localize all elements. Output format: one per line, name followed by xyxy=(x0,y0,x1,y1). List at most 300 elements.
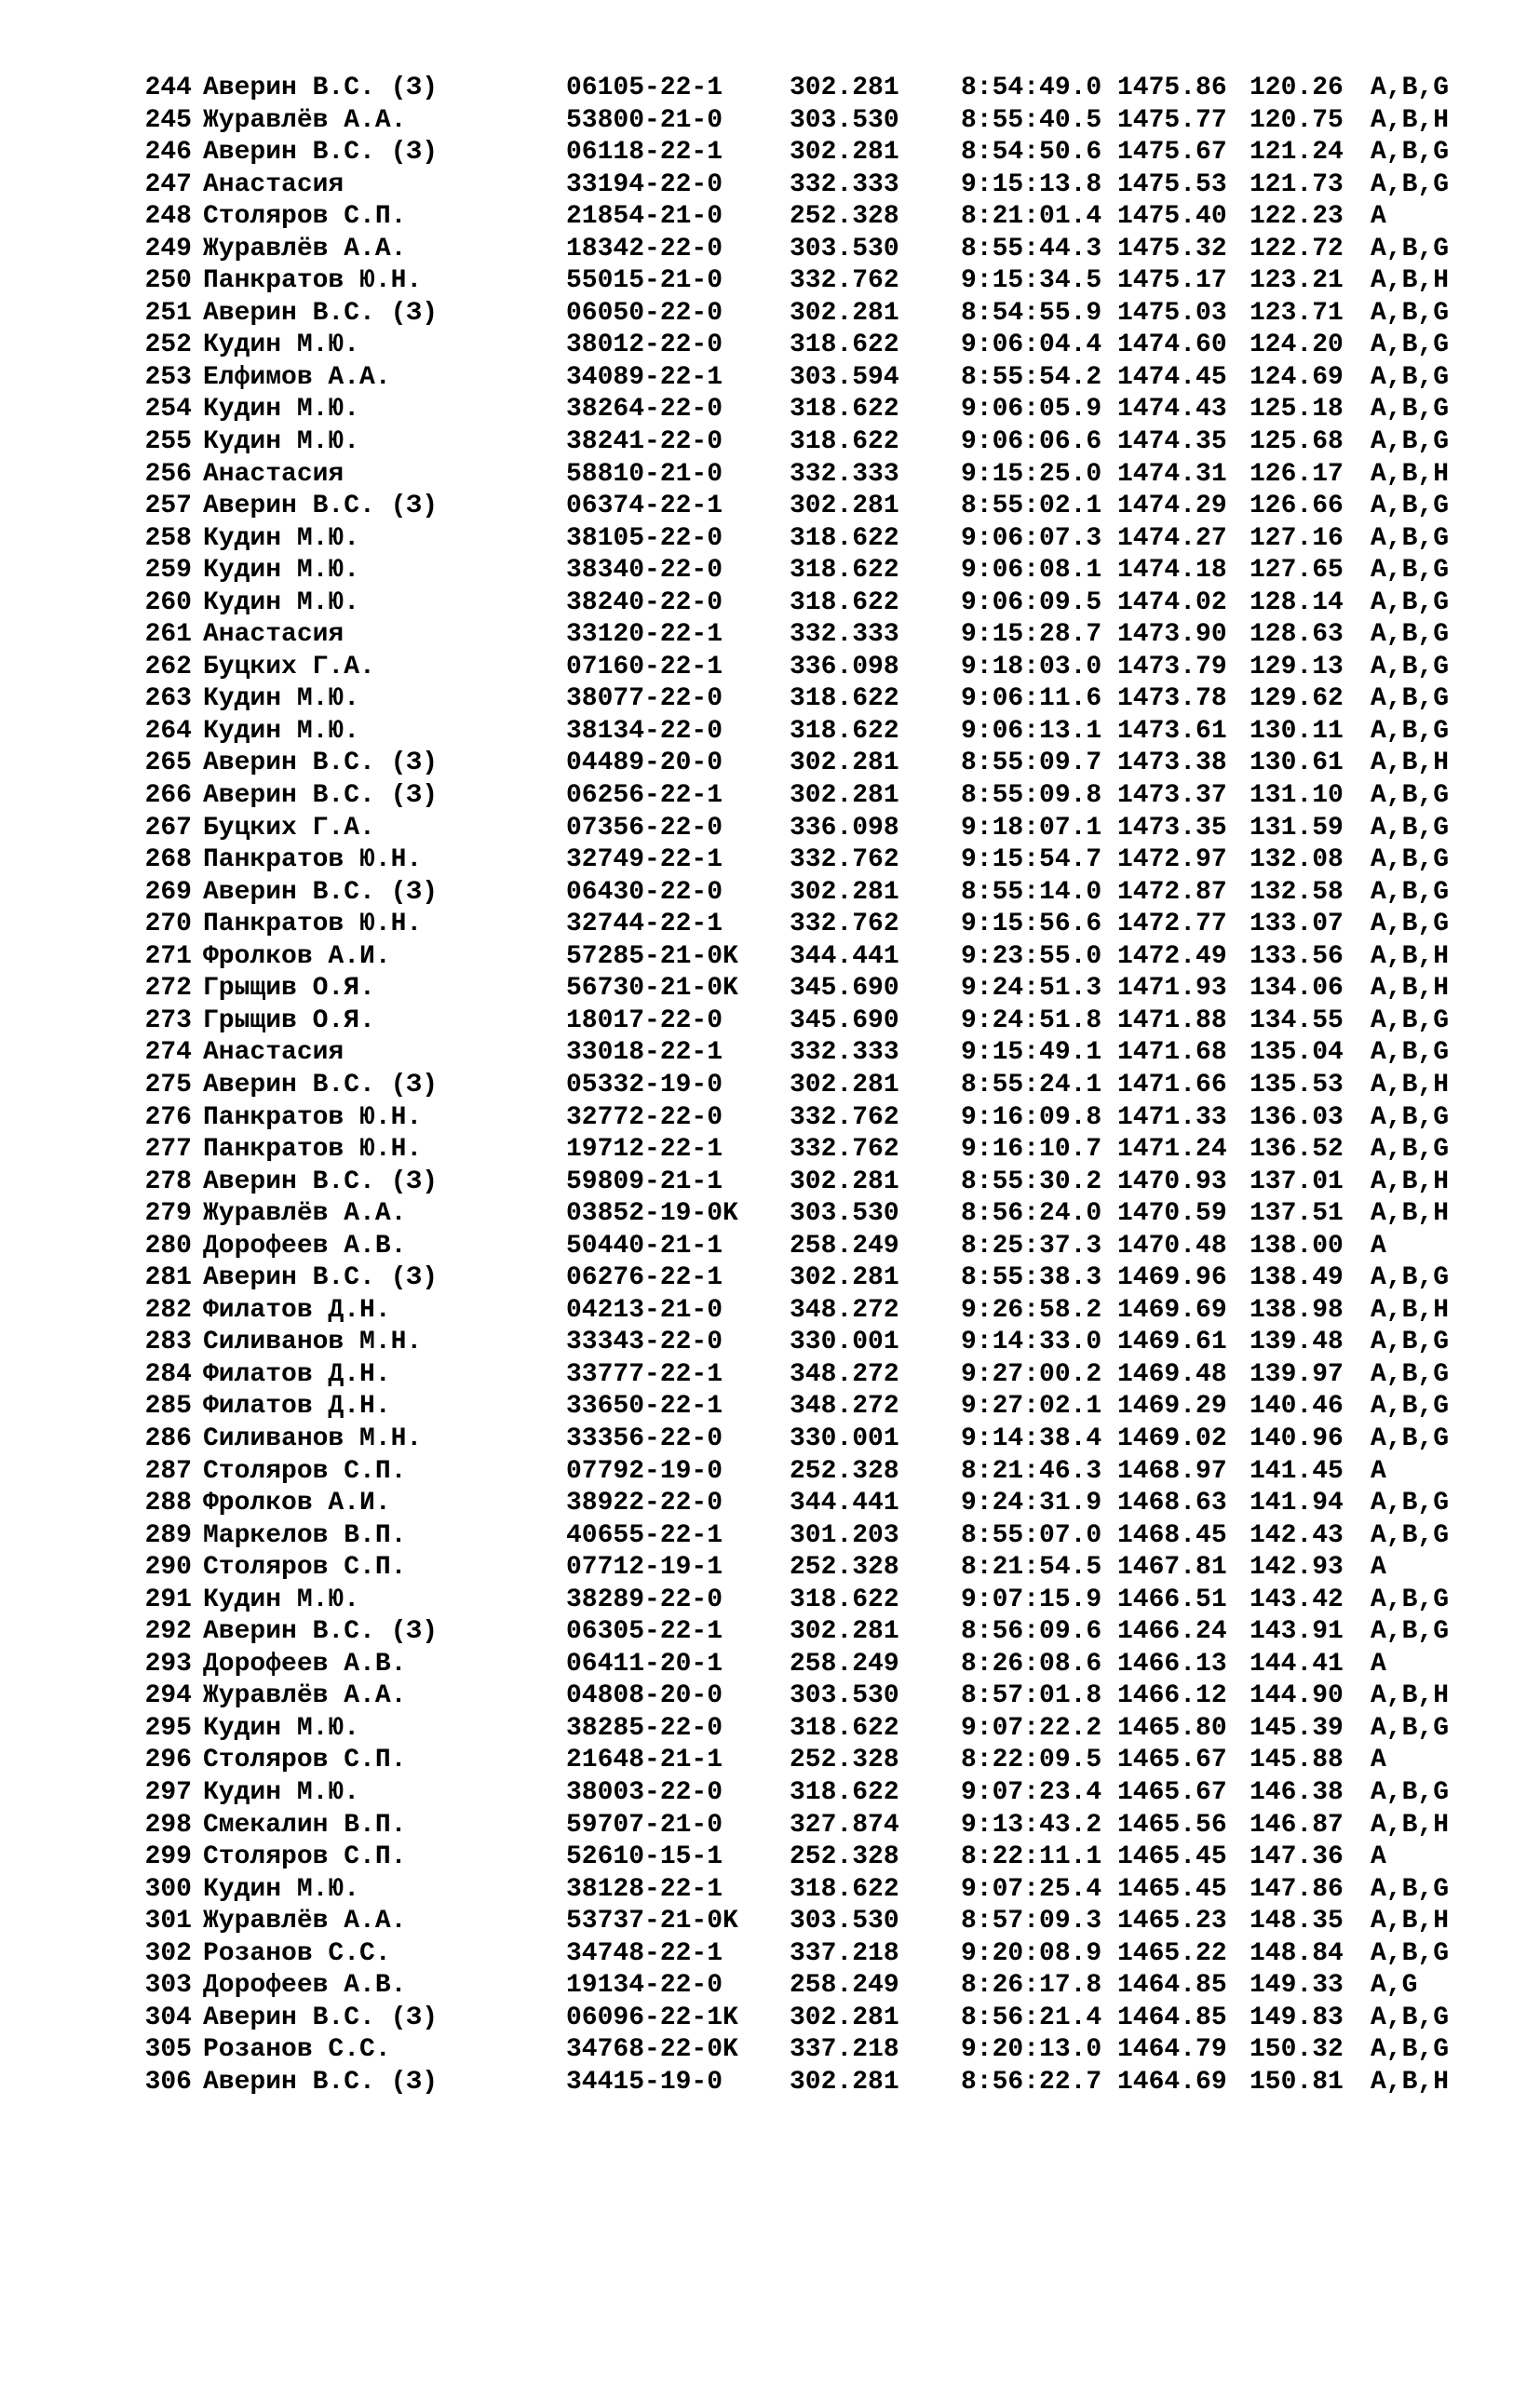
ring-number: 18017-22-0 xyxy=(566,1005,723,1035)
fancier-name: Фролков А.И. xyxy=(203,941,391,971)
result-row xyxy=(136,1649,1386,1681)
coefficient-value: 140.46 xyxy=(1250,1392,1344,1422)
category-codes: A,B,G xyxy=(1371,169,1450,199)
coefficient-value: 122.23 xyxy=(1250,202,1344,232)
distance-value: 302.281 xyxy=(790,492,899,521)
fancier-name: Столяров С.П. xyxy=(203,1553,407,1583)
distance-value: 302.281 xyxy=(790,2003,899,2032)
speed-value: 1475.53 xyxy=(1117,169,1227,199)
ring-number: 33343-22-0 xyxy=(566,1328,723,1357)
category-codes: A,B,G xyxy=(1371,1038,1450,1068)
coefficient-value: 121.73 xyxy=(1250,169,1344,199)
speed-value: 1475.40 xyxy=(1117,202,1227,232)
result-row xyxy=(136,1327,1450,1359)
distance-value: 330.001 xyxy=(790,1328,899,1357)
fancier-name: Буцких Г.А. xyxy=(203,813,375,843)
arrival-time: 9:07:23.4 xyxy=(961,1777,1102,1807)
distance-value: 258.249 xyxy=(790,1231,899,1261)
place-number: 288 xyxy=(144,1489,192,1518)
arrival-time: 8:56:21.4 xyxy=(961,2003,1102,2032)
ring-number: 06105-22-1 xyxy=(566,74,723,102)
place-number: 291 xyxy=(144,1585,192,1614)
coefficient-value: 132.08 xyxy=(1250,845,1344,875)
distance-value: 302.281 xyxy=(790,1617,899,1647)
category-codes: A,B,G xyxy=(1371,427,1450,457)
category-codes: A,B,G xyxy=(1371,234,1450,263)
ring-number: 38289-22-0 xyxy=(566,1585,723,1614)
result-row xyxy=(136,105,1450,138)
ring-number: 53737-21-0K xyxy=(566,1907,738,1936)
fancier-name: Журавлёв А.А. xyxy=(203,105,407,135)
place-number: 300 xyxy=(144,1874,192,1904)
distance-value: 318.622 xyxy=(790,523,899,553)
result-row xyxy=(136,1810,1450,1842)
distance-value: 332.762 xyxy=(790,266,899,296)
result-row xyxy=(136,1423,1450,1456)
fancier-name: Кудин М.Ю. xyxy=(203,523,360,553)
ring-number: 07792-19-0 xyxy=(566,1456,723,1486)
coefficient-value: 126.17 xyxy=(1250,459,1344,489)
fancier-name: Елфимов А.А. xyxy=(203,362,391,392)
result-row xyxy=(136,1037,1450,1070)
category-codes: A xyxy=(1371,202,1386,232)
ring-number: 59707-21-0 xyxy=(566,1810,723,1840)
category-codes: A,B,G xyxy=(1371,845,1450,875)
coefficient-value: 131.10 xyxy=(1250,781,1344,811)
arrival-time: 8:55:38.3 xyxy=(961,1263,1102,1293)
result-row xyxy=(136,1070,1450,1102)
arrival-time: 8:57:01.8 xyxy=(961,1681,1102,1711)
arrival-time: 9:27:00.2 xyxy=(961,1359,1102,1389)
coefficient-value: 150.32 xyxy=(1250,2035,1344,2065)
arrival-time: 8:21:01.4 xyxy=(961,202,1102,232)
speed-value: 1468.45 xyxy=(1117,1520,1227,1550)
place-number: 286 xyxy=(144,1423,192,1453)
place-number: 266 xyxy=(144,781,192,811)
place-number: 248 xyxy=(144,202,192,232)
fancier-name: Смекалин В.П. xyxy=(203,1810,407,1840)
distance-value: 302.281 xyxy=(790,1070,899,1100)
speed-value: 1474.18 xyxy=(1117,556,1227,586)
coefficient-value: 145.39 xyxy=(1250,1713,1344,1743)
place-number: 285 xyxy=(144,1392,192,1422)
category-codes: A,B,H xyxy=(1371,1070,1450,1100)
distance-value: 303.530 xyxy=(790,1199,899,1229)
result-row xyxy=(136,73,1450,105)
result-row xyxy=(136,298,1450,331)
category-codes: A xyxy=(1371,1842,1386,1872)
place-number: 252 xyxy=(144,331,192,360)
distance-value: 302.281 xyxy=(790,1167,899,1196)
result-row xyxy=(136,1295,1450,1328)
distance-value: 302.281 xyxy=(790,2067,899,2097)
place-number: 269 xyxy=(144,877,192,907)
speed-value: 1469.29 xyxy=(1117,1392,1227,1422)
result-row xyxy=(136,844,1450,877)
place-number: 301 xyxy=(144,1907,192,1936)
fancier-name: Журавлёв А.А. xyxy=(203,234,407,263)
category-codes: A,B,G xyxy=(1371,2003,1450,2032)
category-codes: A,B,H xyxy=(1371,2067,1450,2097)
ring-number: 21648-21-1 xyxy=(566,1746,723,1775)
place-number: 271 xyxy=(144,941,192,971)
result-row xyxy=(136,1842,1386,1874)
ring-number: 06374-22-1 xyxy=(566,492,723,521)
ring-number: 34748-22-1 xyxy=(566,1938,723,1968)
place-number: 250 xyxy=(144,266,192,296)
result-row xyxy=(136,330,1450,362)
fancier-name: Анастасия xyxy=(203,169,344,199)
arrival-time: 8:55:09.7 xyxy=(961,749,1102,778)
speed-value: 1464.69 xyxy=(1117,2067,1227,2097)
arrival-time: 9:07:25.4 xyxy=(961,1874,1102,1904)
fancier-name: Кудин М.Ю. xyxy=(203,684,360,714)
result-row xyxy=(136,362,1450,395)
place-number: 274 xyxy=(144,1038,192,1068)
coefficient-value: 149.33 xyxy=(1250,1971,1344,2001)
distance-value: 302.281 xyxy=(790,1263,899,1293)
result-row xyxy=(136,426,1450,459)
coefficient-value: 134.55 xyxy=(1250,1005,1344,1035)
category-codes: A,B,G xyxy=(1371,1617,1450,1647)
place-number: 290 xyxy=(144,1553,192,1583)
place-number: 275 xyxy=(144,1070,192,1100)
category-codes: A,B,H xyxy=(1371,1907,1450,1936)
arrival-time: 8:55:54.2 xyxy=(961,362,1102,392)
result-row xyxy=(136,1134,1450,1167)
result-row xyxy=(136,1680,1450,1713)
arrival-time: 8:22:11.1 xyxy=(961,1842,1102,1872)
result-row xyxy=(136,2034,1450,2067)
ring-number: 06430-22-0 xyxy=(566,877,723,907)
category-codes: A,B,G xyxy=(1371,1489,1450,1518)
category-codes: A,B,G xyxy=(1371,910,1450,939)
category-codes: A,B,H xyxy=(1371,105,1450,135)
coefficient-value: 143.91 xyxy=(1250,1617,1344,1647)
arrival-time: 8:55:30.2 xyxy=(961,1167,1102,1196)
arrival-time: 8:25:37.3 xyxy=(961,1231,1102,1261)
distance-value: 318.622 xyxy=(790,684,899,714)
ring-number: 07356-22-0 xyxy=(566,813,723,843)
coefficient-value: 125.68 xyxy=(1250,427,1344,457)
speed-value: 1471.88 xyxy=(1117,1005,1227,1035)
fancier-name: Грыщив О.Я. xyxy=(203,974,375,1004)
coefficient-value: 138.00 xyxy=(1250,1231,1344,1261)
place-number: 268 xyxy=(144,845,192,875)
place-number: 249 xyxy=(144,234,192,263)
coefficient-value: 140.96 xyxy=(1250,1423,1344,1453)
ring-number: 04213-21-0 xyxy=(566,1295,723,1325)
distance-value: 337.218 xyxy=(790,2035,899,2065)
distance-value: 336.098 xyxy=(790,813,899,843)
coefficient-value: 132.58 xyxy=(1250,877,1344,907)
place-number: 279 xyxy=(144,1199,192,1229)
result-row xyxy=(136,523,1450,556)
ring-number: 38340-22-0 xyxy=(566,556,723,586)
arrival-time: 8:26:17.8 xyxy=(961,1971,1102,2001)
place-number: 254 xyxy=(144,395,192,425)
arrival-time: 9:06:06.6 xyxy=(961,427,1102,457)
category-codes: A,B,H xyxy=(1371,1295,1450,1325)
place-number: 259 xyxy=(144,556,192,586)
arrival-time: 9:15:25.0 xyxy=(961,459,1102,489)
ring-number: 33120-22-1 xyxy=(566,620,723,650)
category-codes: A,B,G xyxy=(1371,620,1450,650)
category-codes: A,B,G xyxy=(1371,492,1450,521)
coefficient-value: 133.56 xyxy=(1250,941,1344,971)
ring-number: 56730-21-0K xyxy=(566,974,738,1004)
speed-value: 1464.85 xyxy=(1117,2003,1227,2032)
ring-number: 19712-22-1 xyxy=(566,1135,723,1165)
distance-value: 332.333 xyxy=(790,1038,899,1068)
place-number: 245 xyxy=(144,105,192,135)
ring-number: 33777-22-1 xyxy=(566,1359,723,1389)
fancier-name: Панкратов Ю.Н. xyxy=(203,1102,423,1132)
speed-value: 1474.43 xyxy=(1117,395,1227,425)
category-codes: A,B,G xyxy=(1371,74,1450,102)
place-number: 293 xyxy=(144,1649,192,1679)
fancier-name: Аверин В.С. (З) xyxy=(203,74,439,102)
category-codes: A,B,G xyxy=(1371,362,1450,392)
fancier-name: Кудин М.Ю. xyxy=(203,1713,360,1743)
ring-number: 19134-22-0 xyxy=(566,1971,723,2001)
fancier-name: Дорофеев А.В. xyxy=(203,1231,407,1261)
place-number: 276 xyxy=(144,1102,192,1132)
speed-value: 1464.85 xyxy=(1117,1971,1227,2001)
result-row xyxy=(136,909,1450,941)
coefficient-value: 129.13 xyxy=(1250,652,1344,681)
distance-value: 348.272 xyxy=(790,1392,899,1422)
arrival-time: 8:57:09.3 xyxy=(961,1907,1102,1936)
fancier-name: Аверин В.С. (З) xyxy=(203,1167,439,1196)
arrival-time: 9:24:51.8 xyxy=(961,1005,1102,1035)
category-codes: A,B,G xyxy=(1371,877,1450,907)
distance-value: 344.441 xyxy=(790,1489,899,1518)
fancier-name: Аверин В.С. (З) xyxy=(203,138,439,168)
coefficient-value: 120.26 xyxy=(1250,74,1344,102)
fancier-name: Столяров С.П. xyxy=(203,1842,407,1872)
distance-value: 252.328 xyxy=(790,1746,899,1775)
arrival-time: 8:55:09.8 xyxy=(961,781,1102,811)
arrival-time: 9:15:49.1 xyxy=(961,1038,1102,1068)
speed-value: 1464.79 xyxy=(1117,2035,1227,2065)
place-number: 284 xyxy=(144,1359,192,1389)
category-codes: A,B,G xyxy=(1371,523,1450,553)
arrival-time: 9:06:08.1 xyxy=(961,556,1102,586)
arrival-time: 9:26:58.2 xyxy=(961,1295,1102,1325)
speed-value: 1474.29 xyxy=(1117,492,1227,521)
coefficient-value: 125.18 xyxy=(1250,395,1344,425)
result-row xyxy=(136,1198,1450,1231)
arrival-time: 9:16:09.8 xyxy=(961,1102,1102,1132)
result-row xyxy=(136,1552,1386,1585)
ring-number: 38285-22-0 xyxy=(566,1713,723,1743)
distance-value: 332.333 xyxy=(790,169,899,199)
fancier-name: Анастасия xyxy=(203,620,344,650)
distance-value: 318.622 xyxy=(790,556,899,586)
coefficient-value: 128.14 xyxy=(1250,587,1344,617)
distance-value: 318.622 xyxy=(790,1777,899,1807)
coefficient-value: 137.01 xyxy=(1250,1167,1344,1196)
arrival-time: 8:55:44.3 xyxy=(961,234,1102,263)
category-codes: A,B,H xyxy=(1371,1810,1450,1840)
result-row xyxy=(136,169,1450,202)
speed-value: 1471.24 xyxy=(1117,1135,1227,1165)
fancier-name: Панкратов Ю.Н. xyxy=(203,1135,423,1165)
arrival-time: 8:55:02.1 xyxy=(961,492,1102,521)
fancier-name: Кудин М.Ю. xyxy=(203,427,360,457)
category-codes: A,B,H xyxy=(1371,1167,1450,1196)
arrival-time: 9:23:55.0 xyxy=(961,941,1102,971)
distance-value: 327.874 xyxy=(790,1810,899,1840)
ring-number: 06276-22-1 xyxy=(566,1263,723,1293)
category-codes: A,B,G xyxy=(1371,1102,1450,1132)
result-row xyxy=(136,1585,1450,1617)
category-codes: A,B,G xyxy=(1371,1135,1450,1165)
speed-value: 1470.93 xyxy=(1117,1167,1227,1196)
arrival-time: 9:07:15.9 xyxy=(961,1585,1102,1614)
distance-value: 301.203 xyxy=(790,1520,899,1550)
place-number: 295 xyxy=(144,1713,192,1743)
place-number: 256 xyxy=(144,459,192,489)
coefficient-value: 134.06 xyxy=(1250,974,1344,1004)
ring-number: 38077-22-0 xyxy=(566,684,723,714)
coefficient-value: 136.03 xyxy=(1250,1102,1344,1132)
result-row xyxy=(136,1520,1450,1553)
category-codes: A,B,H xyxy=(1371,941,1450,971)
distance-value: 318.622 xyxy=(790,1713,899,1743)
fancier-name: Аверин В.С. (З) xyxy=(203,1070,439,1100)
fancier-name: Силиванов М.Н. xyxy=(203,1423,423,1453)
speed-value: 1474.02 xyxy=(1117,587,1227,617)
speed-value: 1466.51 xyxy=(1117,1585,1227,1614)
fancier-name: Анастасия xyxy=(203,1038,344,1068)
distance-value: 318.622 xyxy=(790,331,899,360)
ring-number: 06050-22-0 xyxy=(566,298,723,328)
result-row xyxy=(136,587,1450,620)
speed-value: 1471.33 xyxy=(1117,1102,1227,1132)
speed-value: 1473.90 xyxy=(1117,620,1227,650)
category-codes: A,B,G xyxy=(1371,587,1450,617)
fancier-name: Филатов Д.Н. xyxy=(203,1392,391,1422)
speed-value: 1475.03 xyxy=(1117,298,1227,328)
distance-value: 336.098 xyxy=(790,652,899,681)
category-codes: A,B,G xyxy=(1371,1263,1450,1293)
distance-value: 252.328 xyxy=(790,1842,899,1872)
fancier-name: Кудин М.Ю. xyxy=(203,1585,360,1614)
distance-value: 332.762 xyxy=(790,845,899,875)
arrival-time: 8:54:50.6 xyxy=(961,138,1102,168)
result-row xyxy=(136,394,1450,426)
category-codes: A,B,G xyxy=(1371,1328,1450,1357)
speed-value: 1467.81 xyxy=(1117,1553,1227,1583)
arrival-time: 9:06:09.5 xyxy=(961,587,1102,617)
coefficient-value: 130.11 xyxy=(1250,716,1344,746)
speed-value: 1473.38 xyxy=(1117,749,1227,778)
place-number: 265 xyxy=(144,749,192,778)
place-number: 278 xyxy=(144,1167,192,1196)
arrival-time: 8:55:14.0 xyxy=(961,877,1102,907)
coefficient-value: 147.36 xyxy=(1250,1842,1344,1872)
coefficient-value: 141.94 xyxy=(1250,1489,1344,1518)
place-number: 303 xyxy=(144,1971,192,2001)
speed-value: 1474.27 xyxy=(1117,523,1227,553)
fancier-name: Кудин М.Ю. xyxy=(203,1777,360,1807)
arrival-time: 9:20:13.0 xyxy=(961,2035,1102,2065)
result-row xyxy=(136,973,1450,1005)
fancier-name: Панкратов Ю.Н. xyxy=(203,910,423,939)
arrival-time: 8:56:22.7 xyxy=(961,2067,1102,2097)
result-row xyxy=(136,813,1450,845)
place-number: 258 xyxy=(144,523,192,553)
fancier-name: Аверин В.С. (З) xyxy=(203,298,439,328)
speed-value: 1470.48 xyxy=(1117,1231,1227,1261)
speed-value: 1465.67 xyxy=(1117,1746,1227,1775)
arrival-time: 9:06:07.3 xyxy=(961,523,1102,553)
ring-number: 38003-22-0 xyxy=(566,1777,723,1807)
place-number: 297 xyxy=(144,1777,192,1807)
category-codes: A,B,H xyxy=(1371,266,1450,296)
category-codes: A,B,G xyxy=(1371,1713,1450,1743)
result-row xyxy=(136,555,1450,587)
speed-value: 1466.24 xyxy=(1117,1617,1227,1647)
distance-value: 252.328 xyxy=(790,1456,899,1486)
speed-value: 1473.79 xyxy=(1117,652,1227,681)
arrival-time: 9:20:08.9 xyxy=(961,1938,1102,1968)
fancier-name: Филатов Д.Н. xyxy=(203,1295,391,1325)
arrival-time: 9:14:38.4 xyxy=(961,1423,1102,1453)
ring-number: 34415-19-0 xyxy=(566,2067,723,2097)
arrival-time: 8:54:49.0 xyxy=(961,74,1102,102)
speed-value: 1471.66 xyxy=(1117,1070,1227,1100)
ring-number: 04489-20-0 xyxy=(566,749,723,778)
ring-number: 32749-22-1 xyxy=(566,845,723,875)
place-number: 273 xyxy=(144,1005,192,1035)
speed-value: 1475.77 xyxy=(1117,105,1227,135)
place-number: 305 xyxy=(144,2035,192,2065)
speed-value: 1472.97 xyxy=(1117,845,1227,875)
fancier-name: Маркелов В.П. xyxy=(203,1520,407,1550)
speed-value: 1465.22 xyxy=(1117,1938,1227,1968)
distance-value: 332.762 xyxy=(790,910,899,939)
distance-value: 252.328 xyxy=(790,1553,899,1583)
coefficient-value: 147.86 xyxy=(1250,1874,1344,1904)
coefficient-value: 142.93 xyxy=(1250,1553,1344,1583)
distance-value: 302.281 xyxy=(790,74,899,102)
place-number: 267 xyxy=(144,813,192,843)
arrival-time: 9:16:10.7 xyxy=(961,1135,1102,1165)
category-codes: A,B,G xyxy=(1371,1874,1450,1904)
distance-value: 258.249 xyxy=(790,1649,899,1679)
ring-number: 38240-22-0 xyxy=(566,587,723,617)
coefficient-value: 121.24 xyxy=(1250,138,1344,168)
place-number: 261 xyxy=(144,620,192,650)
distance-value: 348.272 xyxy=(790,1295,899,1325)
ring-number: 38012-22-0 xyxy=(566,331,723,360)
result-row xyxy=(136,1616,1450,1649)
result-row xyxy=(136,1777,1450,1810)
distance-value: 302.281 xyxy=(790,781,899,811)
ring-number: 32744-22-1 xyxy=(566,910,723,939)
place-number: 272 xyxy=(144,974,192,1004)
arrival-time: 9:06:13.1 xyxy=(961,716,1102,746)
category-codes: A,B,H xyxy=(1371,459,1450,489)
category-codes: A,B,G xyxy=(1371,652,1450,681)
arrival-time: 9:07:22.2 xyxy=(961,1713,1102,1743)
coefficient-value: 146.87 xyxy=(1250,1810,1344,1840)
coefficient-value: 148.35 xyxy=(1250,1907,1344,1936)
ring-number: 03852-19-0K xyxy=(566,1199,738,1229)
